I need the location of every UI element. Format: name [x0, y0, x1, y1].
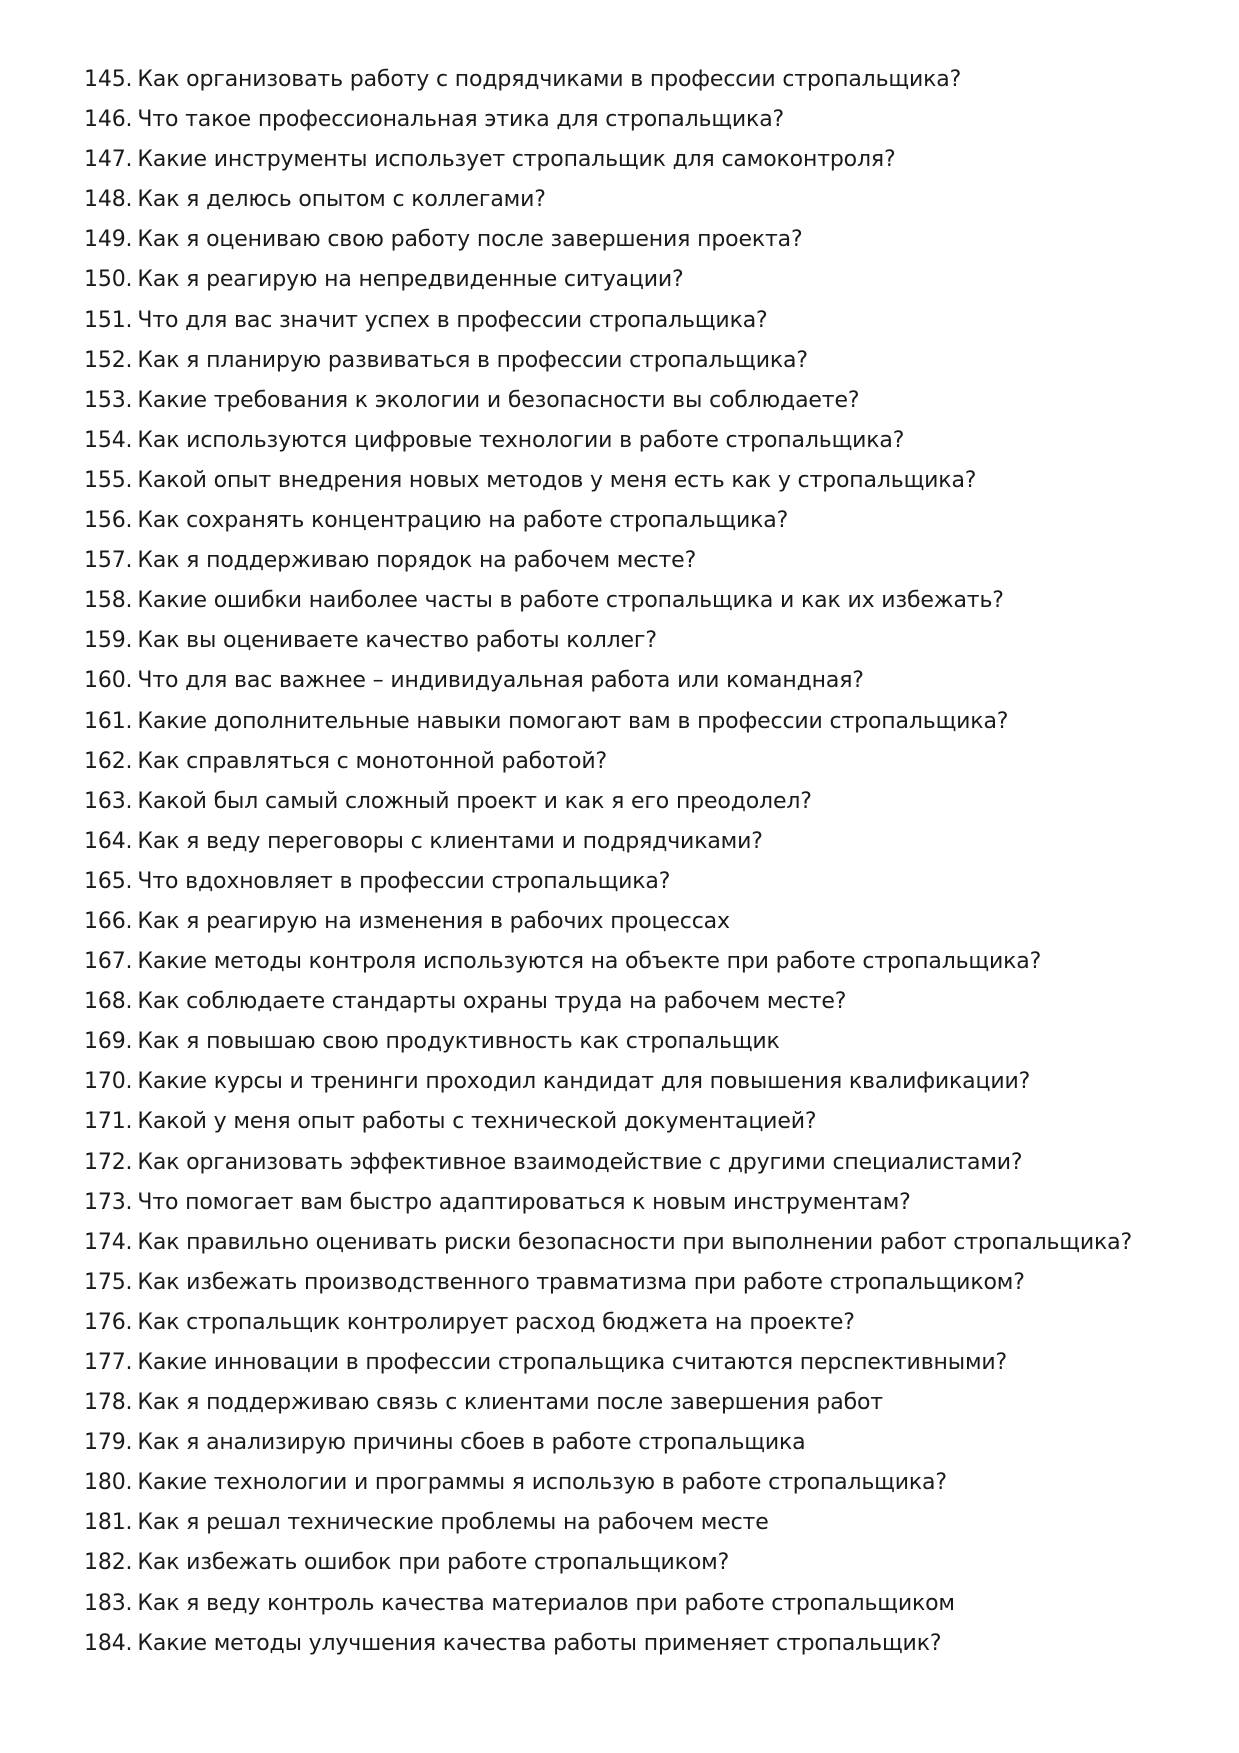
question-text: Как организовать эффективное взаимодействие с другими специалистами?: [137, 1149, 1023, 1175]
question-item: [84, 220, 1184, 260]
question-number: 171.: [84, 1109, 133, 1135]
question-text: Как я делюсь опытом с коллегами?: [137, 187, 546, 213]
question-text: Как правильно оценивать риски безопасности при выполнении работ стропальщика?: [137, 1229, 1133, 1255]
question-item: [84, 1183, 1184, 1223]
question-text: Какой был самый сложный проект и как я его преодолел?: [137, 788, 812, 814]
question-text: Как я оцениваю свою работу после завершения проекта?: [137, 227, 803, 253]
question-number: 173.: [84, 1189, 133, 1215]
question-item: [84, 942, 1184, 982]
question-text: Как сохранять концентрацию на работе стропальщика?: [137, 508, 789, 534]
question-item: [84, 581, 1184, 621]
question-item: [84, 421, 1184, 461]
question-number: 163.: [84, 788, 133, 814]
question-number: 162.: [84, 748, 133, 774]
question-item: [84, 1143, 1184, 1183]
question-item: [84, 260, 1184, 300]
question-number: 180.: [84, 1470, 133, 1496]
question-text: Какие методы улучшения качества работы применяет стропальщик?: [137, 1630, 942, 1656]
question-text: Какие дополнительные навыки помогают вам в профессии стропальщика?: [137, 708, 1009, 734]
question-text: Как соблюдаете стандарты охраны труда на рабочем месте?: [137, 989, 847, 1015]
question-text: Как я реагирую на изменения в рабочих процессах: [137, 908, 730, 934]
question-number: 164.: [84, 828, 133, 854]
question-number: 154.: [84, 427, 133, 453]
question-number: 146.: [84, 107, 133, 133]
question-text: Как избежать ошибок при работе стропальщиком?: [137, 1550, 730, 1576]
question-number: 182.: [84, 1550, 133, 1576]
question-number: 150.: [84, 267, 133, 293]
question-item: [84, 1463, 1184, 1503]
question-number: 175.: [84, 1269, 133, 1295]
question-text: Как я поддерживаю порядок на рабочем месте?: [137, 548, 697, 574]
question-item: [84, 381, 1184, 421]
question-number: 184.: [84, 1630, 133, 1656]
question-number: 176.: [84, 1309, 133, 1335]
question-list: [84, 60, 1184, 1664]
question-number: 160.: [84, 668, 133, 694]
question-text: Что такое профессиональная этика для стропальщика?: [137, 107, 785, 133]
question-text: Как я решал технические проблемы на рабочем месте: [137, 1510, 769, 1536]
question-text: Что для вас важнее – индивидуальная работа или командная?: [137, 668, 864, 694]
question-item: [84, 341, 1184, 381]
question-number: 158.: [84, 588, 133, 614]
question-number: 149.: [84, 227, 133, 253]
question-text: Какие методы контроля используются на объекте при работе стропальщика?: [137, 949, 1042, 975]
question-text: Как я поддерживаю связь с клиентами после завершения работ: [137, 1390, 883, 1416]
question-text: Как вы оцениваете качество работы коллег?: [137, 628, 657, 654]
question-item: [84, 60, 1184, 100]
question-number: 172.: [84, 1149, 133, 1175]
question-number: 174.: [84, 1229, 133, 1255]
question-item: [84, 1584, 1184, 1624]
question-item: [84, 862, 1184, 902]
question-item: [84, 982, 1184, 1022]
question-text: Какие ошибки наиболее часты в работе стропальщика и как их избежать?: [137, 588, 1004, 614]
question-number: 155.: [84, 467, 133, 493]
question-number: 166.: [84, 908, 133, 934]
question-item: [84, 782, 1184, 822]
question-item: [84, 1263, 1184, 1303]
question-number: 148.: [84, 187, 133, 213]
question-text: Как используются цифровые технологии в работе стропальщика?: [137, 427, 905, 453]
question-item: [84, 742, 1184, 782]
question-item: [84, 1062, 1184, 1102]
question-number: 145.: [84, 67, 133, 92]
question-item: [84, 661, 1184, 701]
question-number: 159.: [84, 628, 133, 654]
question-text: Какие курсы и тренинги проходил кандидат для повышения квалификации?: [137, 1069, 1031, 1095]
question-item: [84, 541, 1184, 581]
question-item: [84, 180, 1184, 220]
question-text: Как избежать производственного травматизма при работе стропальщиком?: [137, 1269, 1025, 1295]
question-text: Как стропальщик контролирует расход бюджета на проекте?: [137, 1309, 855, 1335]
question-text: Что вдохновляет в профессии стропальщика?: [137, 868, 671, 894]
question-number: 151.: [84, 307, 133, 333]
question-number: 177.: [84, 1350, 133, 1375]
question-item: [84, 1303, 1184, 1343]
question-text: Какие инструменты использует стропальщик для самоконтроля?: [137, 147, 896, 173]
question-text: Как я реагирую на непредвиденные ситуации?: [137, 267, 684, 293]
question-number: 170.: [84, 1069, 133, 1095]
question-text: Что для вас значит успех в профессии стропальщика?: [137, 307, 768, 333]
question-item: [84, 902, 1184, 942]
question-text: Как я веду контроль качества материалов при работе стропальщиком: [137, 1590, 955, 1616]
question-text: Как я планирую развиваться в профессии стропальщика?: [137, 347, 808, 373]
question-text: Как я повышаю свою продуктивность как стропальщик: [137, 1029, 780, 1055]
question-text: Что помогает вам быстро адаптироваться к новым инструментам?: [137, 1189, 911, 1215]
question-number: 167.: [84, 949, 133, 975]
question-item: [84, 1423, 1184, 1463]
question-item: [84, 1343, 1184, 1383]
question-item: [84, 1022, 1184, 1062]
question-text: Как я веду переговоры с клиентами и подрядчиками?: [137, 828, 763, 854]
question-item: [84, 1383, 1184, 1423]
question-item: [84, 1503, 1184, 1543]
question-text: Какие инновации в профессии стропальщика считаются перспективными?: [137, 1350, 1008, 1375]
question-text: Как справляться с монотонной работой?: [137, 748, 608, 774]
question-number: 181.: [84, 1510, 133, 1536]
question-text: Как я анализирую причины сбоев в работе стропальщика: [137, 1430, 806, 1456]
question-number: 183.: [84, 1590, 133, 1616]
question-number: 179.: [84, 1430, 133, 1456]
question-text: Какой у меня опыт работы с технической документацией?: [137, 1109, 817, 1135]
question-item: [84, 301, 1184, 341]
question-text: Какие требования к экологии и безопасности вы соблюдаете?: [137, 387, 860, 413]
question-text: Какие технологии и программы я использую в работе стропальщика?: [137, 1470, 947, 1496]
question-item: [84, 1543, 1184, 1583]
question-number: 157.: [84, 548, 133, 574]
question-item: [84, 1102, 1184, 1142]
question-item: [84, 621, 1184, 661]
question-item: [84, 1624, 1184, 1664]
question-number: 147.: [84, 147, 133, 173]
question-number: 178.: [84, 1390, 133, 1416]
question-number: 152.: [84, 347, 133, 373]
question-number: 168.: [84, 989, 133, 1015]
question-item: [84, 1223, 1184, 1263]
question-number: 156.: [84, 508, 133, 534]
question-item: [84, 140, 1184, 180]
question-text: Какой опыт внедрения новых методов у меня есть как у стропальщика?: [137, 467, 977, 493]
question-item: [84, 702, 1184, 742]
question-item: [84, 461, 1184, 501]
question-item: [84, 100, 1184, 140]
question-number: 161.: [84, 708, 133, 734]
question-number: 153.: [84, 387, 133, 413]
question-item: [84, 501, 1184, 541]
question-number: 165.: [84, 868, 133, 894]
question-item: [84, 822, 1184, 862]
question-number: 169.: [84, 1029, 133, 1055]
question-text: Как организовать работу с подрядчиками в профессии стропальщика?: [137, 67, 962, 92]
